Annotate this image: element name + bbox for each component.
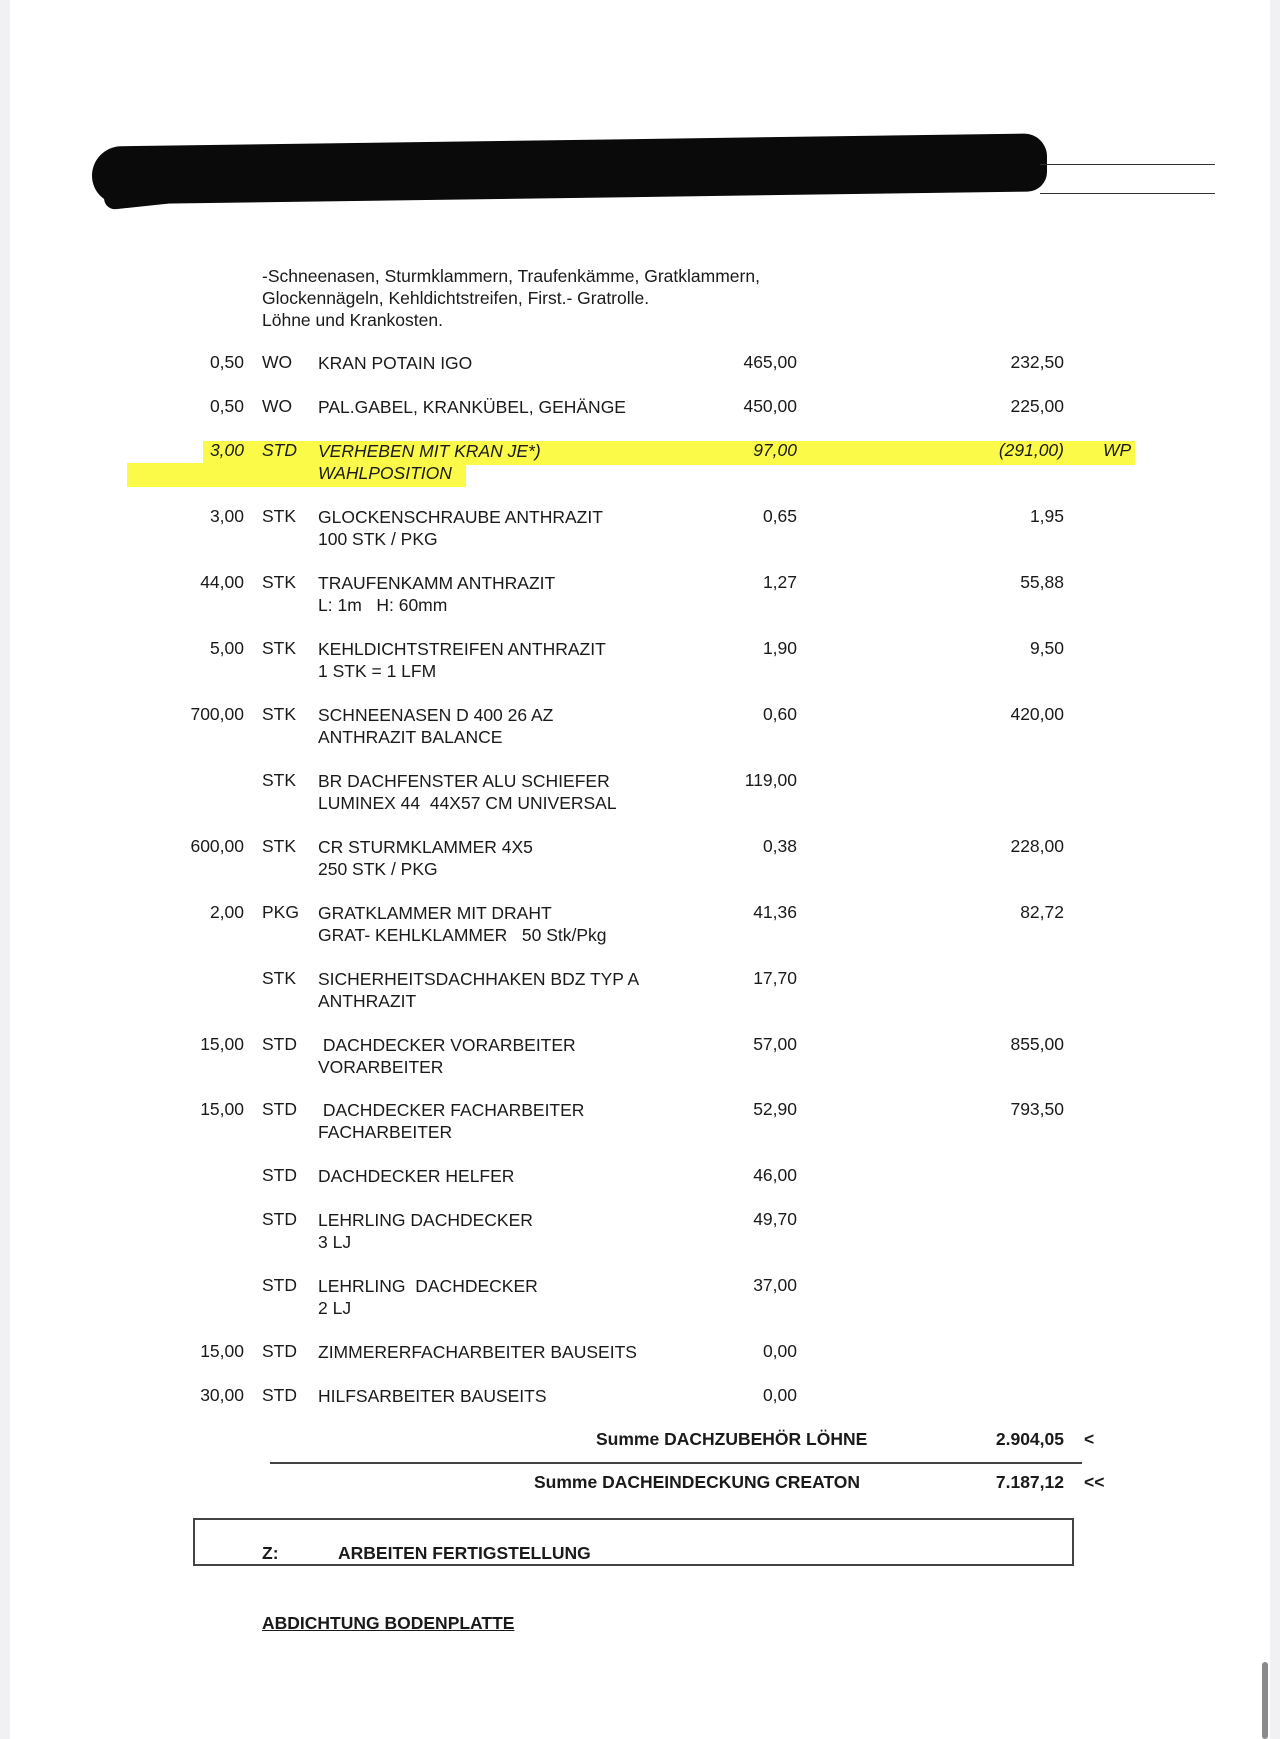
description [318, 352, 472, 374]
intro-line: Glockennägeln, Kehldichtstreifen, First.- Gratrolle. [262, 288, 650, 308]
unit-price: 0,65 [762, 506, 797, 526]
description-line: ZIMMERERFACHARBEITER BAUSEITS [318, 1342, 637, 1362]
unit-price: 41,36 [753, 902, 797, 922]
description-line: ANTHRAZIT [318, 991, 417, 1011]
description [318, 1275, 538, 1319]
unit: STK [262, 704, 297, 724]
unit: STK [262, 770, 297, 790]
description-line: FACHARBEITER [318, 1122, 453, 1142]
description-line: WAHLPOSITION [318, 463, 452, 483]
unit: STK [262, 968, 297, 988]
total-price: 855,00 [1010, 1034, 1064, 1054]
unit-price: 46,00 [753, 1165, 797, 1185]
unit: STD [262, 1165, 297, 1185]
description-line: SCHNEENASEN D 400 26 AZ [318, 705, 554, 725]
description-line: SICHERHEITSDACHHAKEN BDZ TYP A [318, 969, 640, 989]
unit: STK [262, 506, 297, 526]
description [318, 1385, 547, 1407]
unit: STK [262, 836, 297, 856]
quantity: 2,00 [209, 902, 244, 922]
description-line: 1 STK = 1 LFM [318, 661, 437, 681]
description [318, 902, 607, 946]
unit-price: 17,70 [753, 968, 797, 988]
next-section-heading: ABDICHTUNG BODENPLATTE [262, 1613, 515, 1633]
unit: STD [262, 440, 297, 460]
description-line: VERHEBEN MIT KRAN JE*) [318, 441, 541, 461]
section-box [193, 1518, 1074, 1566]
description-line: DACHDECKER FACHARBEITER [318, 1100, 585, 1120]
description [318, 1099, 584, 1143]
description-line: DACHDECKER VORARBEITER [318, 1035, 576, 1055]
unit: STD [262, 1034, 297, 1054]
quantity: 15,00 [200, 1099, 244, 1119]
sum-separator [270, 1462, 1082, 1464]
section-title: ARBEITEN FERTIGSTELLUNG [338, 1543, 591, 1563]
description [318, 572, 555, 616]
quantity: 700,00 [190, 704, 244, 724]
optional-position-note: WP [1103, 440, 1132, 460]
description-line: DACHDECKER HELFER [318, 1166, 515, 1186]
section-prefix: Z: [262, 1543, 279, 1563]
description [318, 1341, 637, 1363]
unit-price: 450,00 [743, 396, 797, 416]
description-line: 100 STK / PKG [318, 529, 438, 549]
total-price: 420,00 [1010, 704, 1064, 724]
total-price: 1,95 [1029, 506, 1064, 526]
total-price: 225,00 [1010, 396, 1064, 416]
unit: STD [262, 1099, 297, 1119]
subtotal-marker: < [1084, 1429, 1095, 1449]
total-value: 7.187,12 [995, 1472, 1064, 1492]
description [318, 1165, 514, 1187]
unit-price: 465,00 [743, 352, 797, 372]
total-price: (291,00) [998, 440, 1064, 460]
quantity: 0,50 [209, 396, 244, 416]
subtotal-label: Summe DACHZUBEHÖR LÖHNE [596, 1429, 868, 1449]
total-marker: << [1084, 1472, 1105, 1492]
unit: WO [262, 352, 293, 372]
unit: PKG [262, 902, 299, 922]
unit-price: 0,60 [762, 704, 797, 724]
unit-price: 97,00 [753, 440, 797, 460]
description-line: L: 1m H: 60mm [318, 595, 448, 615]
total-price: 82,72 [1020, 902, 1064, 922]
quantity: 3,00 [209, 506, 244, 526]
description-line: KRAN POTAIN IGO [318, 353, 473, 373]
description-line: ANTHRAZIT BALANCE [318, 727, 503, 747]
total-price: 228,00 [1010, 836, 1064, 856]
description-line: HILFSARBEITER BAUSEITS [318, 1386, 547, 1406]
description-line: GRATKLAMMER MIT DRAHT [318, 903, 552, 923]
description [318, 440, 541, 484]
intro-line: Löhne und Krankosten. [262, 310, 443, 330]
header-rule-bottom [1040, 193, 1215, 194]
unit-price: 49,70 [753, 1209, 797, 1229]
unit: STD [262, 1209, 297, 1229]
description-line: VORARBEITER [318, 1057, 444, 1077]
description [318, 638, 606, 682]
unit: STD [262, 1341, 297, 1361]
unit: STK [262, 638, 297, 658]
total-price: 55,88 [1020, 572, 1064, 592]
description-line: KEHLDICHTSTREIFEN ANTHRAZIT [318, 639, 606, 659]
description-line: PAL.GABEL, KRANKÜBEL, GEHÄNGE [318, 397, 626, 417]
description [318, 396, 626, 418]
total-price: 793,50 [1010, 1099, 1064, 1119]
quantity: 600,00 [190, 836, 244, 856]
header-rule-top [1040, 164, 1215, 165]
unit-price: 0,38 [762, 836, 797, 856]
description [318, 506, 603, 550]
unit: WO [262, 396, 293, 416]
total-label: Summe DACHEINDECKUNG CREATON [534, 1472, 861, 1492]
description-line: GRAT- KEHLKLAMMER 50 Stk/Pkg [318, 925, 607, 945]
unit-price: 37,00 [753, 1275, 797, 1295]
description-line: GLOCKENSCHRAUBE ANTHRAZIT [318, 507, 603, 527]
description [318, 1209, 533, 1253]
description-line: LUMINEX 44 44X57 CM UNIVERSAL [318, 793, 617, 813]
quantity: 15,00 [200, 1034, 244, 1054]
quantity: 5,00 [209, 638, 244, 658]
total-price: 9,50 [1029, 638, 1064, 658]
unit-price: 1,27 [762, 572, 797, 592]
quantity: 3,00 [209, 440, 244, 460]
description-line: BR DACHFENSTER ALU SCHIEFER [318, 771, 610, 791]
description [318, 1034, 576, 1078]
subtotal-value: 2.904,05 [995, 1429, 1064, 1449]
description-line: 250 STK / PKG [318, 859, 438, 879]
description-line: CR STURMKLAMMER 4X5 [318, 837, 533, 857]
unit-price: 1,90 [762, 638, 797, 658]
quantity: 0,50 [209, 352, 244, 372]
unit: STD [262, 1275, 297, 1295]
unit-price: 0,00 [762, 1385, 797, 1405]
description-line: TRAUFENKAMM ANTHRAZIT [318, 573, 556, 593]
unit-price: 57,00 [753, 1034, 797, 1054]
quantity: 44,00 [200, 572, 244, 592]
description-line: LEHRLING DACHDECKER [318, 1210, 533, 1230]
description [318, 968, 639, 1012]
unit-price: 0,00 [762, 1341, 797, 1361]
unit-price: 119,00 [744, 770, 797, 790]
unit-price: 52,90 [753, 1099, 797, 1119]
description-line: LEHRLING DACHDECKER [318, 1276, 538, 1296]
description [318, 770, 617, 814]
description-line: 3 LJ [318, 1232, 352, 1252]
description [318, 836, 533, 880]
quantity: 30,00 [200, 1385, 244, 1405]
intro-line: -Schneenasen, Sturmklammern, Traufenkämme, Gratklammern, [262, 266, 760, 286]
unit: STK [262, 572, 297, 592]
unit: STD [262, 1385, 297, 1405]
description [318, 704, 553, 748]
intro-text [262, 265, 760, 331]
total-price: 232,50 [1010, 352, 1064, 372]
quantity: 15,00 [200, 1341, 244, 1361]
description-line: 2 LJ [318, 1298, 352, 1318]
scrollbar-thumb[interactable] [1262, 1662, 1268, 1739]
